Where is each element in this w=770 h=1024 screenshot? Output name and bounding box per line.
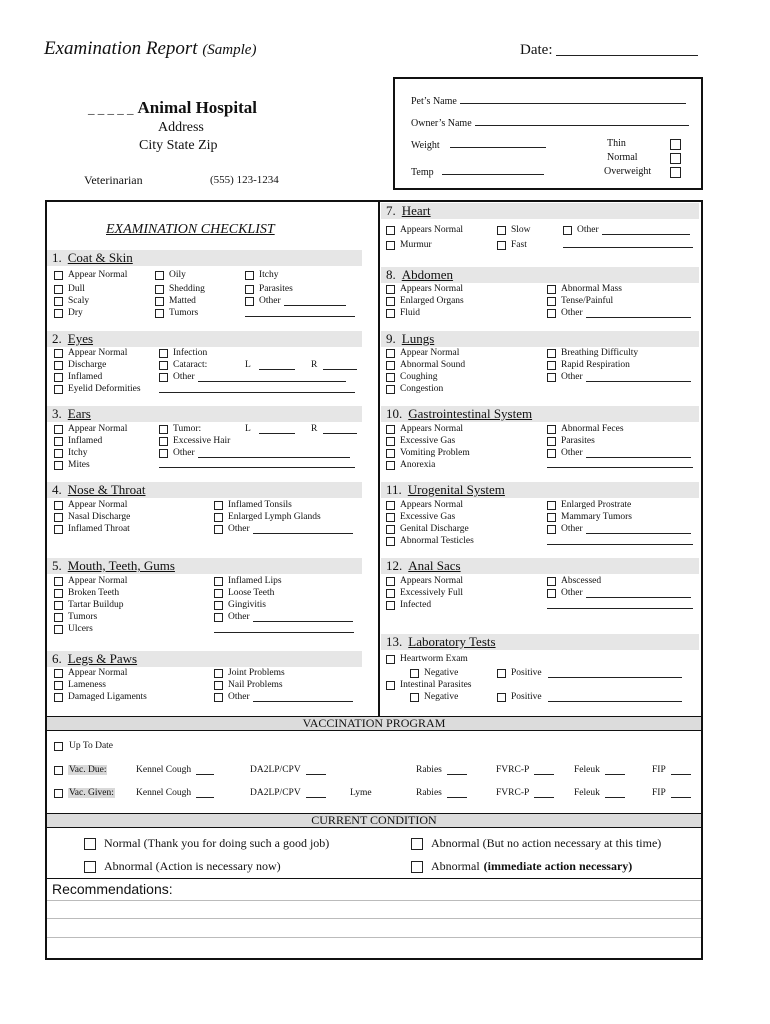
checkbox-row[interactable]: Mites [54,459,90,471]
checkbox-row[interactable]: Excessive Gas [386,435,455,447]
checkbox-row[interactable]: Slow [497,224,531,236]
checkbox-row[interactable]: Enlarged Organs [386,295,464,307]
heartworm-positive[interactable]: Positive [497,667,682,679]
temp-field[interactable] [442,166,544,175]
owner-name-label: Owner’s Name [411,118,472,129]
given-da2[interactable]: DA2LP/CPV [250,787,326,799]
ears-extra-line[interactable] [159,467,355,468]
checkbox-row[interactable]: Appear Normal [54,347,127,359]
heart-extra-line[interactable] [563,247,693,248]
checkbox-row[interactable]: Eyelid Deformities [54,383,141,395]
checkbox-row[interactable]: Inflamed Lips [214,575,282,587]
vet-label: Veterinarian [84,173,143,187]
thin-label: Thin [607,138,626,149]
ears-left-field[interactable]: L [245,423,295,435]
due-rabies[interactable]: Rabies [416,764,467,776]
condition-header: CURRENT CONDITION [47,813,701,828]
intestinal-positive[interactable]: Positive [497,691,682,703]
checkbox-row[interactable]: Enlarged Prostrate [547,499,631,511]
checkbox-row[interactable]: Murmur [386,239,432,251]
other-field[interactable] [586,309,691,318]
checkbox-row[interactable]: Lameness [54,679,106,691]
date-field[interactable] [556,55,698,56]
checkbox-row[interactable]: Abnormal Testicles [386,535,474,547]
checkbox-row[interactable]: Appears Normal [386,224,463,236]
section-ears-header: 3. Ears [47,406,362,422]
given-rabies[interactable]: Rabies [416,787,467,799]
condition-abnormal-no-action[interactable]: Abnormal (But no action necessary at this time) [411,836,661,851]
mouth-extra-line[interactable] [214,632,354,633]
section-legs-title: Legs & Paws [67,651,138,666]
checkbox-row[interactable]: Oily [155,269,186,281]
section-lab-header: 13. Laboratory Tests [381,634,699,650]
vac-given-label: Vac. Given: [69,788,114,798]
hospital-city: City State Zip [139,138,218,153]
overweight-label: Overweight [604,166,652,177]
checkbox-row[interactable]: Discharge [54,359,106,371]
other-field[interactable] [253,613,353,622]
checkbox-row[interactable]: Other [547,447,691,459]
other-field[interactable] [198,373,346,382]
section-gi-header: 10. Gastrointestinal System [381,406,699,422]
checkbox-row[interactable]: Tumors [155,307,198,319]
vaccination-header: VACCINATION PROGRAM [47,716,701,731]
normal-label: Normal [607,152,638,163]
checkbox-row[interactable]: Matted [155,295,196,307]
checkbox-row[interactable]: Other [547,523,691,535]
section-eyes-title: Eyes [67,331,94,346]
date-label: Date: [520,42,553,58]
checkbox-row[interactable]: Tumor: [159,423,201,435]
checkbox-row[interactable]: Infected [386,599,431,611]
checkbox-row[interactable]: Genital Discharge [386,523,469,535]
given-kennel[interactable]: Kennel Cough [136,787,214,799]
checkbox-row[interactable]: Scaly [54,295,89,307]
condition-abnormal-action[interactable]: Abnormal (Action is necessary now) [84,859,281,874]
checkbox-row[interactable]: Joint Problems [214,667,285,679]
section-anal-header: 12. Anal Sacs [381,558,699,574]
other-field[interactable] [253,525,353,534]
hospital-blanks: _ _ _ _ _ [88,101,134,116]
checkbox-row[interactable]: Itchy [54,447,88,459]
up-to-date-row[interactable]: Up To Date [54,740,113,752]
checkbox-row[interactable]: Tense/Painful [547,295,613,307]
ears-right-field[interactable]: R [311,423,357,435]
checkbox-row[interactable]: Congestion [386,383,443,395]
other-field[interactable] [284,297,346,306]
checkbox-row[interactable]: Coughing [386,371,437,383]
section-heart-title: Heart [401,203,431,218]
given-lyme[interactable]: Lyme [350,788,372,798]
checkbox-row[interactable]: Damaged Ligaments [54,691,147,703]
due-kennel[interactable]: Kennel Cough [136,764,214,776]
checkbox-row[interactable]: Other [214,691,353,703]
checkbox-row[interactable]: Shedding [155,283,205,295]
hospital-name: Animal Hospital [137,98,257,117]
checkbox-row[interactable]: Other [159,447,350,459]
section-nose-title: Nose & Throat [67,482,146,497]
checkbox-row[interactable]: Other [563,224,690,236]
checkbox-row[interactable]: Other [214,523,353,535]
section-coat-title: Coat & Skin [67,250,133,265]
checkbox-row[interactable]: Excessive Gas [386,511,455,523]
section-abdomen-header: 8. Abdomen [381,267,699,283]
other-field[interactable] [253,693,353,702]
heartworm-row[interactable]: Heartworm Exam [386,653,468,665]
checkbox-row[interactable]: Abscessed [547,575,601,587]
checkbox-row[interactable]: Appear Normal [386,347,459,359]
section-anal-title: Anal Sacs [408,558,461,573]
section-uro-header: 11. Urogenital System [381,482,699,498]
section-coat-header: 1. Coat & Skin [47,250,362,266]
section-legs-header: 6. Legs & Paws [47,651,362,667]
checkbox-row[interactable]: Broken Teeth [54,587,119,599]
section-ears-title: Ears [67,406,91,421]
recommendations-divider [47,878,701,879]
pet-info-box [393,77,703,190]
recommendations-line[interactable] [47,937,701,938]
section-uro-title: Urogenital System [407,482,505,497]
due-fip[interactable]: FIP [652,764,691,776]
report-title [44,38,256,60]
owner-name-field[interactable] [475,117,689,126]
checkbox-row[interactable]: Appear Normal [54,269,127,281]
checkbox-row[interactable]: Inflamed [54,371,102,383]
checkbox-row[interactable]: Enlarged Lymph Glands [214,511,321,523]
checkbox-row[interactable]: Cataract: [159,359,207,371]
checkbox-row[interactable]: Anorexia [386,459,435,471]
checkbox-row[interactable]: Parasites [547,435,595,447]
section-lab-title: Laboratory Tests [408,634,496,649]
hospital-address: Address [158,120,204,135]
checkbox-row[interactable]: Breathing Difficulty [547,347,638,359]
weight-label: Weight [411,140,440,151]
checkbox-row[interactable]: Rapid Respiration [547,359,630,371]
checkbox-row[interactable]: Loose Teeth [214,587,274,599]
gi-extra-line[interactable] [547,467,693,468]
checkbox-row[interactable]: Inflamed [54,435,102,447]
section-gi-title: Gastrointestinal System [408,406,533,421]
section-mouth-title: Mouth, Teeth, Gums [67,558,175,573]
due-fvrc[interactable]: FVRC-P [496,764,554,776]
checkbox-row[interactable]: Fluid [386,307,420,319]
checkbox-row[interactable]: Other [245,295,346,307]
other-field[interactable] [586,589,691,598]
checkbox-row[interactable]: Appear Normal [54,667,127,679]
checkbox-row[interactable]: Dull [54,283,85,295]
checkbox-row[interactable]: Appears Normal [386,423,463,435]
checkbox-row[interactable]: Nail Problems [214,679,283,691]
temp-label: Temp [411,167,434,178]
checkbox-row[interactable]: Appears Normal [386,499,463,511]
checkbox-row[interactable]: Nasal Discharge [54,511,130,523]
thin-checkbox[interactable] [670,139,681,150]
other-field[interactable] [586,373,691,382]
eyes-extra-line[interactable] [159,392,355,393]
checkbox-row[interactable]: Itchy [245,269,279,281]
vac-given-row[interactable] [54,787,115,799]
normal-checkbox[interactable] [670,153,681,164]
anal-extra-line[interactable] [547,608,693,609]
pet-name-label: Pet’s Name [411,96,457,107]
recommendations-label: Recommendations: [52,881,173,897]
due-da2[interactable]: DA2LP/CPV [250,764,326,776]
checkbox-row[interactable]: Appear Normal [54,423,127,435]
checkbox-row[interactable]: Infection [159,347,207,359]
intestinal-negative[interactable]: Negative [410,691,458,703]
heartworm-negative[interactable]: Negative [410,667,458,679]
checkbox-row[interactable]: Parasites [245,283,293,295]
section-nose-header: 4. Nose & Throat [47,482,362,498]
checkbox-row[interactable]: Gingivitis [214,599,266,611]
vac-due-label: Vac. Due: [69,765,107,775]
checkbox-row[interactable]: Other [547,587,691,599]
checkbox-row[interactable]: Inflamed Throat [54,523,130,535]
intestinal-row[interactable]: Intestinal Parasites [386,679,472,691]
weight-field[interactable] [450,139,546,148]
title-text: Examination Report [44,38,198,59]
due-feleuk[interactable]: Feleuk [574,764,625,776]
section-eyes-header: 2. Eyes [47,331,362,347]
column-divider [378,201,380,716]
checkbox-row[interactable]: Appear Normal [54,575,127,587]
checkbox-row[interactable]: Tartar Buildup [54,599,124,611]
other-field[interactable] [602,226,690,235]
pet-name-field[interactable] [460,95,686,104]
section-abdomen-title: Abdomen [401,267,454,282]
other-field[interactable] [586,525,691,534]
given-fvrc[interactable]: FVRC-P [496,787,554,799]
condition-normal[interactable]: Normal (Thank you for doing such a good job) [84,836,329,851]
checkbox-row[interactable]: Other [547,371,691,383]
checklist-title: EXAMINATION CHECKLIST [106,222,275,237]
checkbox-row[interactable]: Other [214,611,353,623]
section-lungs-title: Lungs [401,331,435,346]
phone: (555) 123-1234 [210,174,279,186]
other-field-line[interactable] [245,316,355,317]
other-field[interactable] [198,449,350,458]
vac-due-row[interactable] [54,764,107,776]
eyes-left-field[interactable]: L [245,359,295,371]
checkbox-row[interactable]: Appears Normal [386,575,463,587]
section-lungs-header: 9. Lungs [381,331,699,347]
section-heart-header: 7. Heart [381,203,699,219]
uro-extra-line[interactable] [547,544,693,545]
overweight-checkbox[interactable] [670,167,681,178]
checkbox-row[interactable]: Vomiting Problem [386,447,470,459]
checkbox-row[interactable]: Appear Normal [54,499,127,511]
checkbox-row[interactable]: Abnormal Mass [547,283,622,295]
given-fip[interactable]: FIP [652,787,691,799]
title-suffix: (Sample) [202,42,257,58]
other-field[interactable] [586,449,691,458]
recommendations-line[interactable] [47,900,701,901]
checkbox-row[interactable]: Inflamed Tonsils [214,499,292,511]
eyes-right-field[interactable]: R [311,359,357,371]
checkbox-row[interactable]: Ulcers [54,623,93,635]
checkbox-row[interactable]: Tumors [54,611,97,623]
checkbox-row[interactable]: Abnormal Sound [386,359,465,371]
checkbox-row[interactable]: Dry [54,307,83,319]
checkbox-row[interactable]: Other [159,371,346,383]
checkbox-row[interactable]: Abnormal Feces [547,423,624,435]
checkbox-row[interactable]: Appears Normal [386,283,463,295]
condition-abnormal-immediate[interactable]: Abnormal (immediate action necessary) [411,859,632,874]
given-feleuk[interactable]: Feleuk [574,787,625,799]
checkbox-row[interactable]: Excessive Hair [159,435,230,447]
checkbox-row[interactable]: Mammary Tumors [547,511,632,523]
recommendations-line[interactable] [47,918,701,919]
checkbox-row[interactable]: Other [547,307,691,319]
checkbox-row[interactable]: Fast [497,239,527,251]
section-mouth-header: 5. Mouth, Teeth, Gums [47,558,362,574]
checkbox-row[interactable]: Excessively Full [386,587,463,599]
